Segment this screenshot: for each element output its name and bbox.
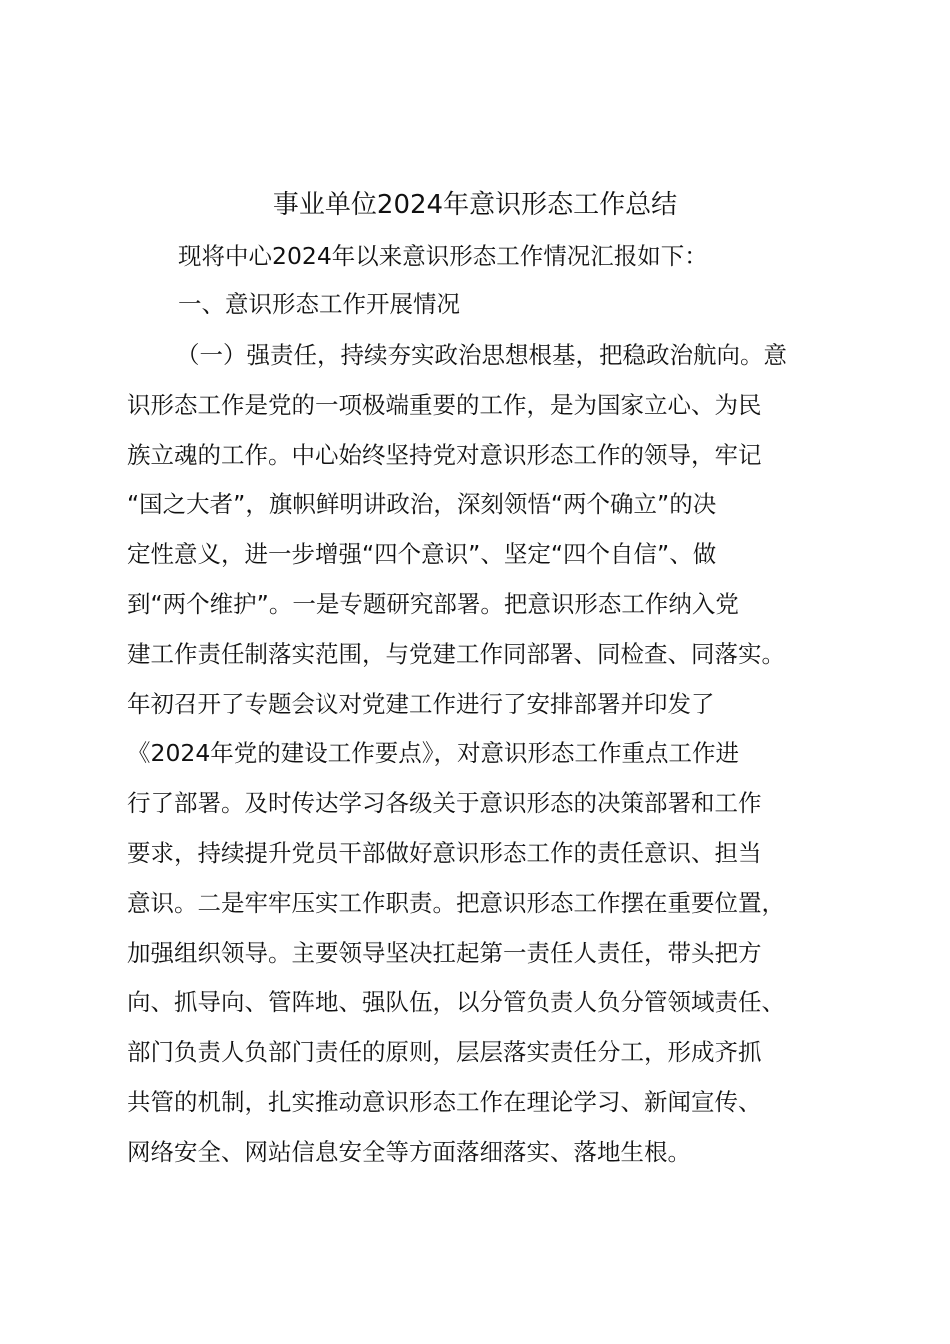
paragraph-line: （一）强责任，持续夯实政治思想根基，把稳政治航向。意 — [176, 341, 787, 369]
section-heading: 一、意识形态工作开展情况 — [178, 290, 460, 318]
paragraph-line: 共管的机制，扎实推动意识形态工作在理论学习、新闻宣传、 — [127, 1087, 762, 1116]
paragraph-line: 加强组织领导。主要领导坚决扛起第一责任人责任，带头把方 — [127, 938, 762, 967]
paragraph-line: 要求，持续提升党员干部做好意识形态工作的责任意识、担当 — [127, 838, 762, 867]
intro-paragraph: 现将中心2024年以来意识形态工作情况汇报如下： — [178, 242, 708, 270]
body-paragraph — [127, 337, 857, 1184]
paragraph-line: 意识。二是牢牢压实工作职责。把意识形态工作摆在重要位置， — [127, 888, 785, 917]
paragraph-line: 到“两个维护”。一是专题研究部署。把意识形态工作纳入党 — [127, 589, 739, 618]
paragraph-line: 定性意义，进一步增强“四个意识”、坚定“四个自信”、做 — [127, 540, 717, 569]
paragraph-line: 行了部署。及时传达学习各级关于意识形态的决策部署和工作 — [127, 789, 762, 818]
paragraph-line: 《2024年党的建设工作要点》，对意识形态工作重点工作进 — [127, 739, 740, 768]
paragraph-line: “国之大者”，旗帜鲜明讲政治，深刻领悟“两个确立”的决 — [127, 490, 717, 519]
document-title: 事业单位2024年意识形态工作总结 — [272, 190, 678, 220]
paragraph-line: 识形态工作是党的一项极端重要的工作，是为国家立心、为民 — [127, 390, 762, 419]
paragraph-line: 建工作责任制落实范围，与党建工作同部署、同检查、同落实。 — [127, 639, 785, 668]
paragraph-line: 向、抓导向、管阵地、强队伍，以分管负责人负分管领域责任、 — [127, 988, 785, 1017]
paragraph-line: 族立魂的工作。中心始终坚持党对意识形态工作的领导，牢记 — [127, 440, 762, 469]
paragraph-line: 年初召开了专题会议对党建工作进行了安排部署并印发了 — [127, 689, 715, 718]
paragraph-line: 部门负责人负部门责任的原则，层层落实责任分工，形成齐抓 — [127, 1038, 762, 1067]
paragraph-line: 网络安全、网站信息安全等方面落细落实、落地生根。 — [127, 1137, 691, 1166]
